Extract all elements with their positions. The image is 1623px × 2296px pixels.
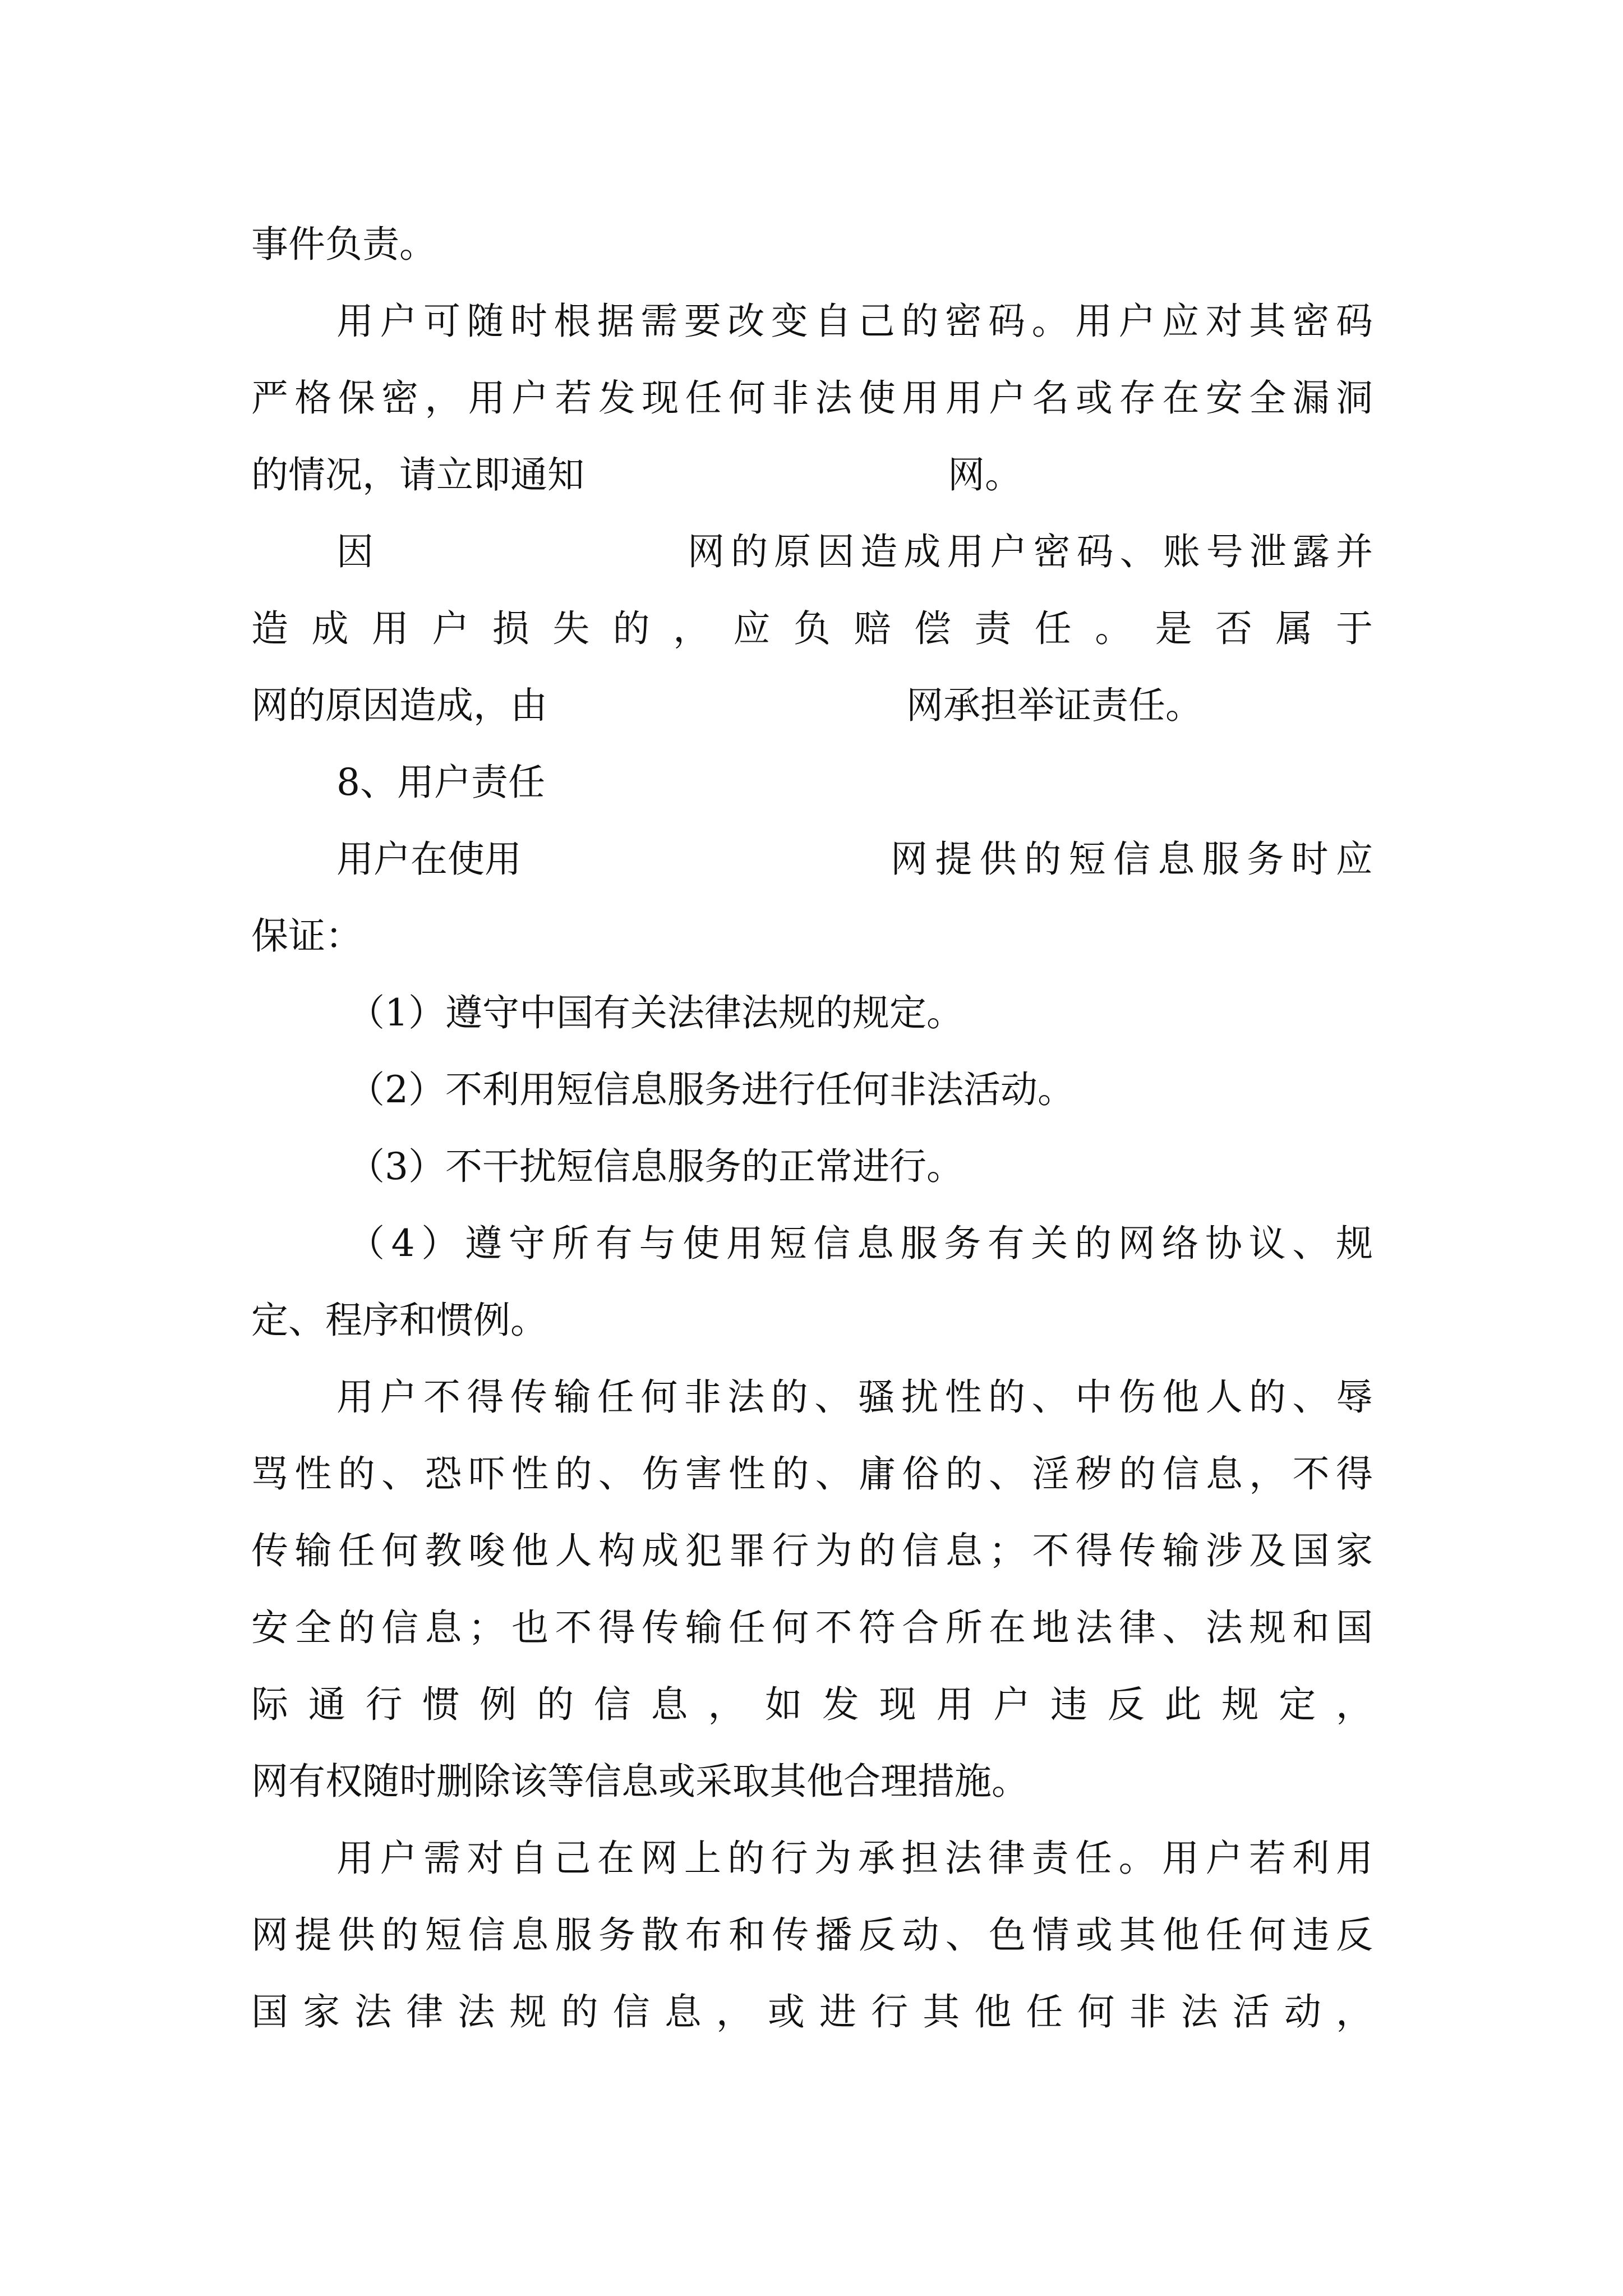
text-line: 网提供的短信息服务散布和传播反动、色情或其他任何违反 bbox=[251, 1913, 1373, 1957]
text-line bbox=[251, 666, 1373, 745]
section-heading: 8、用户责任 bbox=[336, 761, 545, 804]
text-line: 用户需对自己在网上的行为承担法律责任。用户若利用 bbox=[336, 1837, 1373, 1880]
text-line bbox=[336, 513, 1373, 591]
text-line: 严格保密，用户若发现任何非法使用用户名或存在安全漏洞 bbox=[251, 376, 1373, 420]
text-segment: 网承担举证责任。 bbox=[906, 684, 1202, 727]
text-line: 安全的信息；也不得传输任何不符合所在地法律、法规和国 bbox=[251, 1606, 1373, 1649]
text-line: 传输任何教唆他人构成犯罪行为的信息；不得传输涉及国家 bbox=[251, 1529, 1373, 1572]
list-item: （1）遵守中国有关法律法规的规定。 bbox=[348, 991, 963, 1034]
text-line: 事件负责。 bbox=[251, 223, 436, 266]
text-segment: 网的原因造成，由 bbox=[251, 684, 547, 727]
text-line: 定、程序和惯例。 bbox=[251, 1299, 547, 1342]
text-segment: 网的原因造成用户密码、账号泄露并 bbox=[688, 530, 1373, 573]
text-segment: 网提供的短信息服务时应 bbox=[891, 838, 1373, 881]
text-segment: 用户在使用 bbox=[336, 838, 522, 881]
text-line bbox=[336, 820, 1373, 899]
text-line: 用户不得传输任何非法的、骚扰性的、中伤他人的、辱 bbox=[336, 1375, 1373, 1419]
text-line: 际通行惯例的信息，如发现用户违反此规定， bbox=[251, 1683, 1373, 1726]
text-segment: 因 bbox=[336, 530, 374, 573]
text-line: 骂性的、恐吓性的、伤害性的、庸俗的、淫秽的信息，不得 bbox=[251, 1452, 1373, 1496]
text-line bbox=[251, 436, 1373, 514]
text-segment: 网。 bbox=[948, 453, 1022, 496]
list-item: （4）遵守所有与使用短信息服务有关的网络协议、规 bbox=[348, 1222, 1373, 1265]
text-segment: 的情况，请立即通知 bbox=[251, 453, 584, 496]
text-line: 用户可随时根据需要改变自己的密码。用户应对其密码 bbox=[336, 300, 1373, 343]
list-item: （2）不利用短信息服务进行任何非法活动。 bbox=[348, 1068, 1075, 1111]
list-item: （3）不干扰短信息服务的正常进行。 bbox=[348, 1145, 963, 1188]
text-line: 造成用户损失的，应负赔偿责任。是否属于 bbox=[251, 607, 1373, 650]
text-line: 国家法律法规的信息，或进行其他任何非法活动， bbox=[251, 1990, 1373, 2033]
text-line: 保证： bbox=[251, 914, 362, 958]
text-line: 网有权随时删除该等信息或采取其他合理措施。 bbox=[251, 1760, 1029, 1803]
